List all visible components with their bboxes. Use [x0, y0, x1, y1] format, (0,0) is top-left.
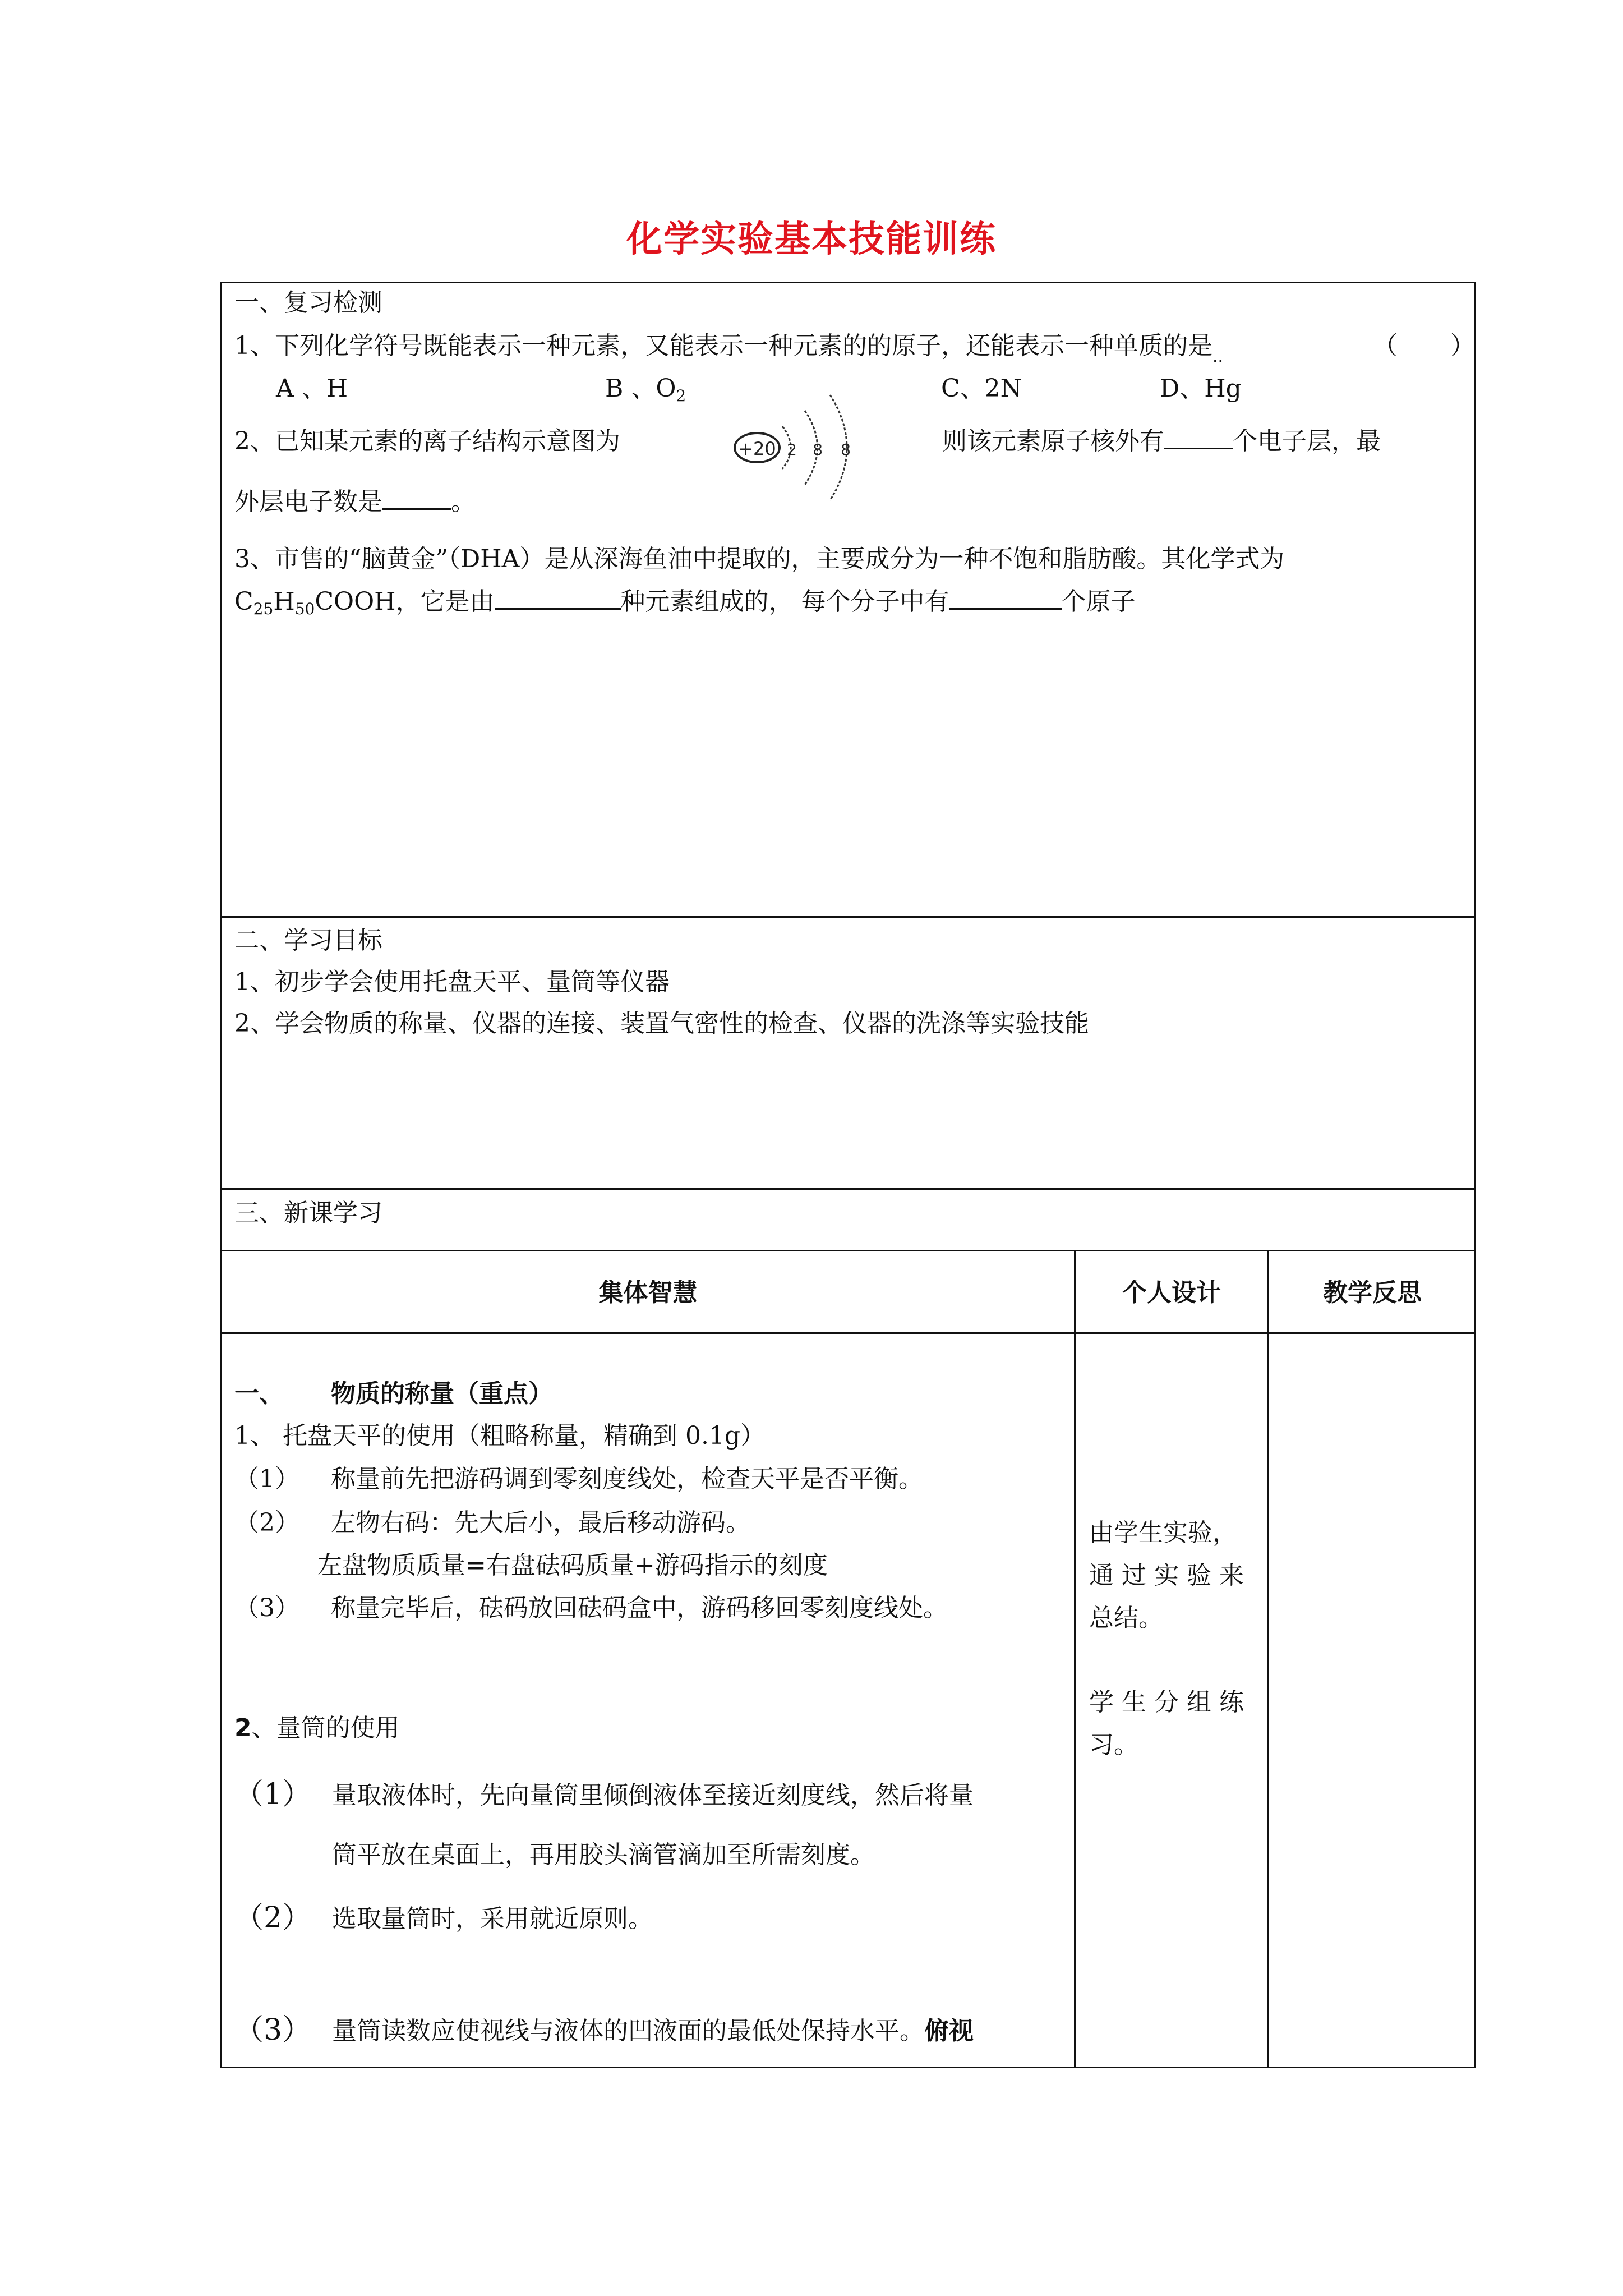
- balance-step-3-num: （3）: [234, 1594, 299, 1622]
- q3-blank-elements[interactable]: [495, 588, 621, 610]
- cylinder-title: [234, 1714, 400, 1743]
- q1-bracket-close: ）: [1450, 332, 1475, 360]
- q1-option-b-sub: 2: [676, 386, 686, 405]
- q1-option-a: A 、H: [276, 374, 348, 403]
- cylinder-step-1-num: （1）: [234, 1778, 312, 1811]
- balance-step-3-text: 称量完毕后，砝码放回砝码盒中，游码移回零刻度线处。: [331, 1594, 948, 1622]
- balance-step-2-formula: 左盘物质质量=右盘砝码质量+游码指示的刻度: [317, 1551, 828, 1580]
- divider-review-goals: [220, 916, 1476, 918]
- cylinder-step-1-text: 量取液体时，先向量筒里倾倒液体至接近刻度线，然后将量: [332, 1781, 974, 1810]
- personal-note-1-line-1: 由学生实验，: [1089, 1519, 1237, 1547]
- nucleus-charge: +20: [738, 438, 776, 459]
- new-lesson-heading: 三、新课学习: [234, 1199, 382, 1227]
- q3-formula-rest: COOH，它是由: [315, 587, 495, 616]
- q3-formula-c-sub: 25: [253, 600, 274, 618]
- q1-option-b: [605, 375, 686, 405]
- column-header-reflection: 教学反思: [1323, 1278, 1422, 1307]
- q2-line1-suffix: [942, 427, 1381, 456]
- column-header-personal: 个人设计: [1122, 1278, 1221, 1307]
- section-number: 一、: [234, 1379, 284, 1408]
- divider-lesson-columns: [220, 1250, 1476, 1251]
- q3-end: 个原子: [1061, 587, 1136, 616]
- ion-structure-diagram: [729, 387, 892, 516]
- personal-note-1-line-2: 通 过 实 验 来: [1089, 1561, 1244, 1590]
- q2-line2: [234, 488, 476, 517]
- cylinder-step-3-bold: 俯视: [924, 2017, 974, 2045]
- emphasis-dots: ..: [1212, 347, 1224, 366]
- balance-step-2-text: 左物右码：先大后小，最后移动游码。: [331, 1508, 750, 1537]
- cylinder-step-2-text: 选取量筒时，采用就近原则。: [332, 1904, 653, 1933]
- balance-step-2-num: （2）: [234, 1508, 299, 1537]
- balance-step-1-text: 称量前先把游码调到零刻度线处，检查天平是否平衡。: [331, 1465, 923, 1493]
- q2-line2-prefix: 外层电子数是: [234, 487, 382, 516]
- column-divider-1: [1074, 1250, 1076, 2068]
- q2-line1-prefix: 2、已知某元素的离子结构示意图为: [234, 427, 620, 455]
- document-title: 化学实验基本技能训练: [626, 219, 997, 260]
- shell-electrons-2: 8: [813, 440, 823, 459]
- cylinder-title-num: 2: [234, 1714, 252, 1742]
- goals-heading: 二、学习目标: [234, 926, 382, 955]
- section-title: 物质的称量（重点）: [331, 1379, 553, 1408]
- cylinder-step-3-main: 量筒读数应使视线与液体的凹液面的最低处保持水平。: [332, 2017, 924, 2045]
- q2-blank-outer[interactable]: [382, 488, 451, 510]
- shell-electrons-3: 8: [841, 440, 851, 459]
- cylinder-step-1-cont: 筒平放在桌面上，再用胶头滴管滴加至所需刻度。: [332, 1841, 875, 1869]
- column-header-collective: 集体智慧: [598, 1278, 698, 1307]
- cylinder-step-3-num: （3）: [234, 2013, 312, 2047]
- q3-blank-atoms[interactable]: [949, 588, 1062, 610]
- q3-mid: 种元素组成的， 每个分子中有: [620, 587, 949, 616]
- q2-suffix-b: 个电子层，最: [1233, 427, 1381, 455]
- personal-note-2-line-1: 学 生 分 组 练: [1089, 1688, 1244, 1717]
- cylinder-step-3-text: [332, 2017, 974, 2046]
- q1-stem: [234, 332, 1223, 367]
- q3-line2: [234, 588, 1136, 618]
- divider-column-headers: [220, 1332, 1476, 1334]
- column-divider-2: [1267, 1250, 1269, 2068]
- q1-bracket-open: （: [1373, 332, 1398, 360]
- q1-option-b-text: B 、O: [605, 374, 676, 403]
- personal-note-2-line-2: 习。: [1089, 1731, 1138, 1759]
- q1-option-d: D、Hg: [1160, 374, 1242, 403]
- q3-line1: 3、市售的“脑黄金”（DHA）是从深海鱼油中提取的，主要成分为一种不饱和脂肪酸。其化学式为: [234, 545, 1285, 573]
- cylinder-step-2-num: （2）: [234, 1901, 312, 1935]
- divider-goals-lesson: [220, 1188, 1476, 1190]
- q3-formula-h: H: [273, 587, 295, 616]
- shell-electrons-1: 2: [787, 440, 797, 459]
- personal-note-1-line-3: 总结。: [1089, 1604, 1163, 1632]
- goal-item-2: 2、学会物质的称量、仪器的连接、装置气密性的检查、仪器的洗涤等实验技能: [234, 1009, 1089, 1038]
- cylinder-title-text: 、量筒的使用: [251, 1714, 400, 1742]
- balance-step-1-num: （1）: [234, 1465, 299, 1493]
- balance-title: 1、 托盘天平的使用（粗略称量，精确到 0.1g）: [234, 1421, 766, 1450]
- review-heading: 一、复习检测: [234, 288, 382, 317]
- goal-item-1: 1、初步学会使用托盘天平、量筒等仪器: [234, 968, 670, 996]
- q2-suffix-a: 则该元素原子核外有: [942, 427, 1164, 455]
- q2-line2-suffix: 。: [451, 487, 476, 516]
- q1-option-c: C、2N: [941, 374, 1022, 403]
- q3-formula-h-sub: 50: [294, 600, 315, 618]
- q2-blank-layers[interactable]: [1164, 427, 1233, 449]
- q3-formula-c: C: [234, 587, 253, 616]
- q1-stem-text: 1、下列化学符号既能表示一种元素，又能表示一种元素的的原子，还能表示一种单质的是: [234, 332, 1212, 360]
